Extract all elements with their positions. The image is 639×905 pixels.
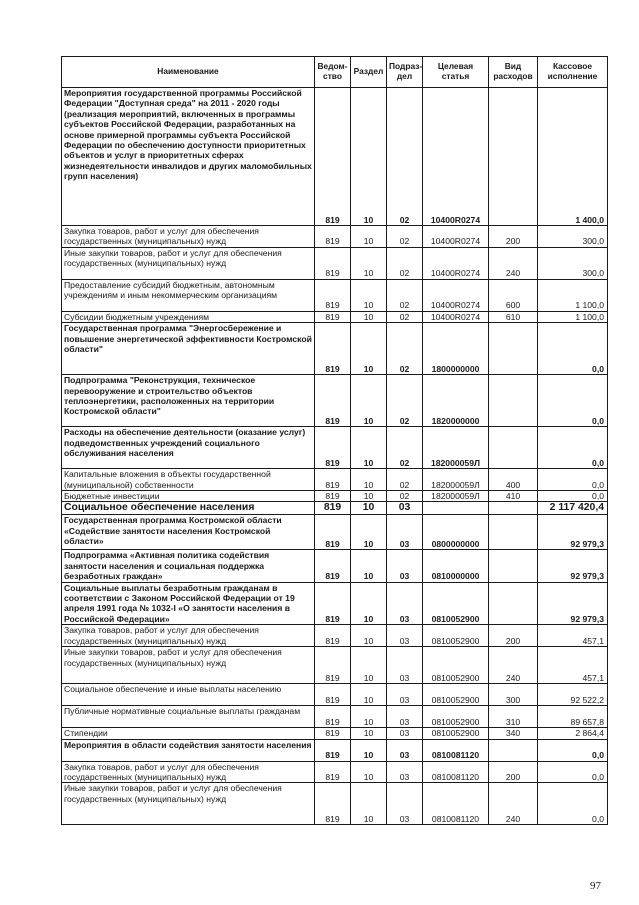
table-row [62, 582, 608, 625]
row-podrazdel: 03 [387, 783, 423, 825]
row-vid [489, 323, 538, 375]
row-podrazdel: 03 [387, 515, 423, 550]
row-statya: 182000059Л [423, 427, 489, 469]
row-statya: 1820000000 [423, 375, 489, 427]
row-vid [489, 88, 538, 226]
row-statya: 182000059Л [423, 491, 489, 502]
table-row [62, 375, 608, 427]
row-vid: 600 [489, 279, 538, 311]
row-podrazdel: 02 [387, 375, 423, 427]
row-statya: 0810081120 [423, 783, 489, 825]
row-statya [423, 502, 489, 515]
row-name: Социальные выплаты безработным гражданам в соответствии с Законом Российской Федерации от 19 апреля 1991 года № 1032-I «О занятости населения в Российской Федерации» [62, 582, 315, 625]
row-ved: 819 [315, 427, 351, 469]
row-razdel: 10 [351, 491, 387, 502]
row-ved: 819 [315, 375, 351, 427]
row-name: Иные закупки товаров, работ и услуг для обеспечения государственных (муниципальных) нужд [62, 247, 315, 279]
row-statya: 0810052900 [423, 706, 489, 728]
row-name: Стипендии [62, 728, 315, 739]
table-row [62, 502, 608, 515]
row-podrazdel: 02 [387, 323, 423, 375]
row-ved: 819 [315, 515, 351, 550]
table-row [62, 469, 608, 491]
table-row [62, 739, 608, 761]
row-vid: 300 [489, 684, 538, 706]
row-vid: 410 [489, 491, 538, 502]
row-razdel: 10 [351, 375, 387, 427]
row-name: Предоставление субсидий бюджетным, автономным учреждениям и иным некоммерческим организациям [62, 279, 315, 311]
row-vid [489, 550, 538, 582]
row-razdel: 10 [351, 515, 387, 550]
row-name: Закупка товаров, работ и услуг для обеспечения государственных (муниципальных) нужд [62, 625, 315, 647]
row-ved: 819 [315, 311, 351, 322]
page-number: 97 [590, 880, 601, 892]
row-ved: 819 [315, 279, 351, 311]
header-name: Наименование [62, 57, 315, 88]
row-statya: 0810052900 [423, 625, 489, 647]
row-statya: 10400R0274 [423, 311, 489, 322]
row-statya: 10400R0274 [423, 279, 489, 311]
row-vid [489, 502, 538, 515]
table-row [62, 625, 608, 647]
row-amount: 92 979,3 [538, 582, 608, 625]
row-razdel: 10 [351, 728, 387, 739]
row-amount: 2 117 420,4 [538, 502, 608, 515]
row-vid: 240 [489, 647, 538, 684]
row-name: Субсидии бюджетным учреждениям [62, 311, 315, 322]
header-vid: Вид расходов [489, 57, 538, 88]
row-statya: 10400R0274 [423, 247, 489, 279]
row-podrazdel: 03 [387, 706, 423, 728]
row-ved: 819 [315, 582, 351, 625]
row-amount: 0,0 [538, 427, 608, 469]
row-vid: 310 [489, 706, 538, 728]
row-amount: 0,0 [538, 761, 608, 783]
row-statya: 10400R0274 [423, 226, 489, 248]
table-row [62, 88, 608, 226]
row-podrazdel: 03 [387, 761, 423, 783]
row-vid: 200 [489, 761, 538, 783]
row-vid [489, 582, 538, 625]
row-podrazdel: 03 [387, 550, 423, 582]
row-vid: 240 [489, 783, 538, 825]
header-podrazdel: Подраз-дел [387, 57, 423, 88]
row-razdel: 10 [351, 279, 387, 311]
row-ved: 819 [315, 783, 351, 825]
row-amount: 0,0 [538, 783, 608, 825]
row-vid: 200 [489, 625, 538, 647]
row-amount: 1 400,0 [538, 88, 608, 226]
row-name: Мероприятия государственной программы Российской Федерации "Доступная среда" на 2011 - 2020 годы (реализация мероприятий, включенных в программы субъектов Российской Федерации, разработанных на основе примерной программы субъекта Российской Федерации по обеспечению доступности приоритетных объектов и услуг в приоритетных сферах жизнедеятельности инвалидов и других маломобильных групп населения) [62, 88, 315, 226]
row-podrazdel: 03 [387, 502, 423, 515]
table-row [62, 323, 608, 375]
row-razdel: 10 [351, 502, 387, 515]
table-row [62, 491, 608, 502]
row-razdel: 10 [351, 247, 387, 279]
table-row [62, 247, 608, 279]
row-amount: 457,1 [538, 647, 608, 684]
row-amount: 1 100,0 [538, 311, 608, 322]
row-podrazdel: 02 [387, 247, 423, 279]
row-ved: 819 [315, 684, 351, 706]
row-ved: 819 [315, 706, 351, 728]
row-vid: 610 [489, 311, 538, 322]
row-name: Подпрограмма «Активная политика содействия занятости населения и социальная поддержка безработных граждан» [62, 550, 315, 582]
row-razdel: 10 [351, 226, 387, 248]
row-statya: 0810052900 [423, 582, 489, 625]
table-header-row [62, 57, 608, 88]
row-podrazdel: 03 [387, 684, 423, 706]
row-ved: 819 [315, 88, 351, 226]
row-name: Расходы на обеспечение деятельности (оказание услуг) подведомственных учреждений социального обслуживания населения [62, 427, 315, 469]
row-amount: 300,0 [538, 226, 608, 248]
row-podrazdel: 02 [387, 226, 423, 248]
table-row [62, 684, 608, 706]
row-ved: 819 [315, 739, 351, 761]
row-razdel: 10 [351, 761, 387, 783]
row-razdel: 10 [351, 684, 387, 706]
row-ved: 819 [315, 491, 351, 502]
row-statya: 182000059Л [423, 469, 489, 491]
row-podrazdel: 02 [387, 88, 423, 226]
row-amount: 0,0 [538, 375, 608, 427]
table-row [62, 550, 608, 582]
row-name: Закупка товаров, работ и услуг для обеспечения государственных (муниципальных) нужд [62, 226, 315, 248]
row-podrazdel: 03 [387, 739, 423, 761]
table-row [62, 311, 608, 322]
row-statya: 0810052900 [423, 684, 489, 706]
row-ved: 819 [315, 247, 351, 279]
row-vid: 340 [489, 728, 538, 739]
row-amount: 92 522,2 [538, 684, 608, 706]
row-statya: 0810052900 [423, 647, 489, 684]
row-vid: 240 [489, 247, 538, 279]
row-statya: 0810052900 [423, 728, 489, 739]
row-name: Бюджетные инвестиции [62, 491, 315, 502]
row-statya: 0810081120 [423, 761, 489, 783]
row-ved: 819 [315, 502, 351, 515]
row-podrazdel: 02 [387, 469, 423, 491]
row-razdel: 10 [351, 739, 387, 761]
row-name: Капитальные вложения в объекты государственной (муниципальной) собственности [62, 469, 315, 491]
row-podrazdel: 02 [387, 311, 423, 322]
budget-table [61, 56, 608, 825]
row-amount: 0,0 [538, 323, 608, 375]
row-podrazdel: 03 [387, 582, 423, 625]
row-podrazdel: 03 [387, 728, 423, 739]
row-name: Государственная программа Костромской области «Содействие занятости населения Костромской области» [62, 515, 315, 550]
row-vid [489, 427, 538, 469]
row-name: Иные закупки товаров, работ и услуг для обеспечения государственных (муниципальных) нужд [62, 783, 315, 825]
table-row [62, 783, 608, 825]
row-ved: 819 [315, 647, 351, 684]
row-razdel: 10 [351, 427, 387, 469]
row-statya: 0810081120 [423, 739, 489, 761]
row-podrazdel: 02 [387, 491, 423, 502]
row-name: Подпрограмма "Реконструкция, техническое перевооружение и строительство объектов теплоэнергетики, расположенных на территории Костромской области" [62, 375, 315, 427]
row-statya: 1800000000 [423, 323, 489, 375]
row-vid: 400 [489, 469, 538, 491]
row-name: Социальное обеспечение и иные выплаты населению [62, 684, 315, 706]
row-ved: 819 [315, 550, 351, 582]
row-amount: 300,0 [538, 247, 608, 279]
row-amount: 0,0 [538, 469, 608, 491]
row-amount: 1 100,0 [538, 279, 608, 311]
row-ved: 819 [315, 323, 351, 375]
row-vid [489, 739, 538, 761]
row-name: Иные закупки товаров, работ и услуг для обеспечения государственных (муниципальных) нужд [62, 647, 315, 684]
row-ved: 819 [315, 469, 351, 491]
row-razdel: 10 [351, 469, 387, 491]
row-podrazdel: 02 [387, 279, 423, 311]
row-statya: 10400R0274 [423, 88, 489, 226]
row-name: Публичные нормативные социальные выплаты гражданам [62, 706, 315, 728]
header-ved: Ведом-ство [315, 57, 351, 88]
row-ved: 819 [315, 761, 351, 783]
row-ved: 819 [315, 226, 351, 248]
table-row [62, 728, 608, 739]
row-statya: 0810000000 [423, 550, 489, 582]
row-vid [489, 375, 538, 427]
row-razdel: 10 [351, 625, 387, 647]
table-row [62, 226, 608, 248]
row-razdel: 10 [351, 550, 387, 582]
row-razdel: 10 [351, 88, 387, 226]
header-razdel: Раздел [351, 57, 387, 88]
row-name: Государственная программа "Энергосбережение и повышение энергетической эффективности Костромской области" [62, 323, 315, 375]
row-ved: 819 [315, 625, 351, 647]
row-name: Социальное обеспечение населения [62, 502, 315, 515]
row-razdel: 10 [351, 783, 387, 825]
table-row [62, 647, 608, 684]
row-razdel: 10 [351, 647, 387, 684]
row-razdel: 10 [351, 323, 387, 375]
table-row [62, 706, 608, 728]
row-statya: 0800000000 [423, 515, 489, 550]
row-amount: 457,1 [538, 625, 608, 647]
table-row [62, 761, 608, 783]
row-name: Мероприятия в области содействия занятости населения [62, 739, 315, 761]
header-amount: Кассовое исполнение [538, 57, 608, 88]
table-row [62, 427, 608, 469]
row-podrazdel: 03 [387, 647, 423, 684]
row-amount: 92 979,3 [538, 550, 608, 582]
row-amount: 0,0 [538, 739, 608, 761]
header-statya: Целевая статья [423, 57, 489, 88]
table-row [62, 279, 608, 311]
row-razdel: 10 [351, 706, 387, 728]
row-razdel: 10 [351, 311, 387, 322]
row-amount: 2 864,4 [538, 728, 608, 739]
row-amount: 0,0 [538, 491, 608, 502]
row-podrazdel: 03 [387, 625, 423, 647]
row-vid [489, 515, 538, 550]
row-razdel: 10 [351, 582, 387, 625]
row-ved: 819 [315, 728, 351, 739]
row-podrazdel: 02 [387, 427, 423, 469]
row-amount: 89 657,8 [538, 706, 608, 728]
row-name: Закупка товаров, работ и услуг для обеспечения государственных (муниципальных) нужд [62, 761, 315, 783]
table-row [62, 515, 608, 550]
row-amount: 92 979,3 [538, 515, 608, 550]
row-vid: 200 [489, 226, 538, 248]
